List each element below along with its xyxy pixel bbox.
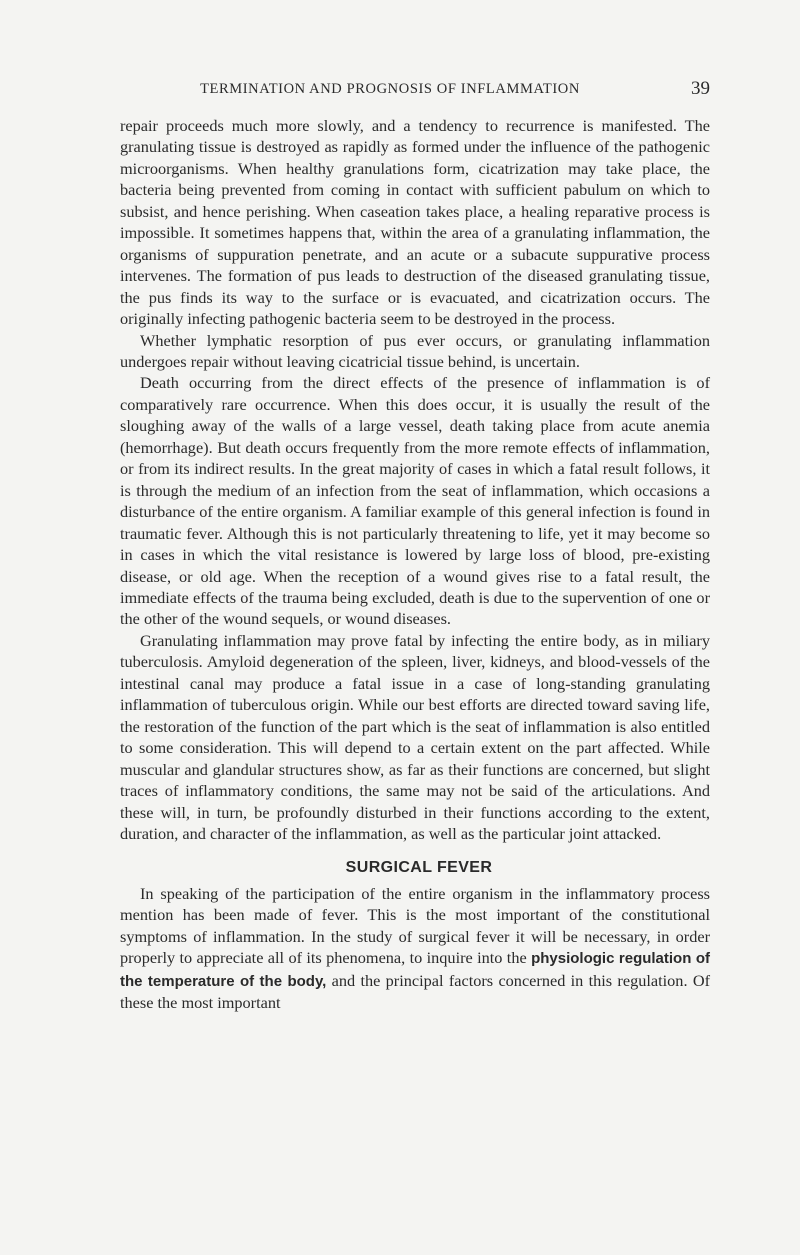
bold-phrase: physiologic regulation of the temperature of the body, [120,950,711,990]
paragraph-death-causes: Death occurring from the direct effects of the presence of inflammation is of comparatively rare occurrence. When this does occur, it is usually the result of the sloughing away of the walls of a large vessel, death taking place from acute anemia (hemorrhage). But death occurs frequently from the more remote effects of inflammation, or from its indirect results. In the great majority of cases in which a fatal result follows, it is through the medium of an infection from the seat of inflammation, which occasions a disturbance of the entire organism. A familiar example of this general infection is found in traumatic fever. Although this is not particularly threatening to life, yet it may become so in cases in which the vital resistance is lowered by large loss of blood, pre-existing disease, or old age. When the reception of a wound gives rise to a fatal result, the immediate effects of the trauma being excluded, death is due to the supervention of one or the other of the wound sequels, or wound diseases. [120,373,710,629]
paragraph-surgical-fever [120,883,710,1014]
paragraph-continued: repair proceeds much more slowly, and a tendency to recurrence is manifested. The granulating tissue is destroyed as rapidly as formed under the influence of the pathogenic microorganisms. When healthy granulations form, cicatrization may take place, the bacteria being prevented from coming in contact with sufficient pabulum on which to subsist, and hence perishing. When caseation takes place, a healing reparative process is impossible. It sometimes happens that, within the area of a granulating inflammation, the organisms of suppuration penetrate, and an acute or a subacute suppurative process intervenes. The formation of pus leads to destruction of the diseased granulating tissue, the pus finds its way to the surface or is evacuated, and cicatrization occurs. The originally infecting pathogenic bacteria seem to be destroyed in the process. [120,116,710,329]
body-text [120,115,710,1014]
running-title: TERMINATION AND PROGNOSIS OF INFLAMMATION [200,81,580,97]
section-heading-surgical-fever: SURGICAL FEVER [345,859,493,877]
paragraph-lymphatic-resorption: Whether lymphatic resorption of pus ever occurs, or granulating inflammation undergoes repair without leaving cicatricial tissue behind, is uncertain. [120,330,710,371]
running-head [120,78,710,102]
page-number: 39 [691,78,710,99]
paragraph-text-after: and the principal factors concerned in this regulation. Of these the most important [120,970,710,1013]
paragraph-granulating-inflammation: Granulating inflammation may prove fatal by infecting the entire body, as in miliary tuberculosis. Amyloid degeneration of the spleen, liver, kidneys, and blood-vessels of the intestinal canal may produce a fatal issue in a case of long-standing granulating inflammation of tuberculous origin. While our best efforts are directed toward saving life, the restoration of the function of the part which is the seat of inflammation is also entitled to some consideration. This will depend to a certain extent on the part affected. While muscular and glandular structures show, as far as their functions are concerned, but slight traces of inflammatory conditions, the same may not be said of the articulations. And these will, in turn, be profoundly disturbed in their functions according to the extent, duration, and character of the inflammation, as well as the particular joint attacked. [120,630,710,843]
paragraph-text-before: In speaking of the participation of the entire organism in the inflammatory process mention has been made of fever. This is the most important of the constitutional symptoms of inflammation. In the study of surgical fever it will be necessary, in order properly to appreciate all of its phenomena, to inquire into the [120,883,710,968]
